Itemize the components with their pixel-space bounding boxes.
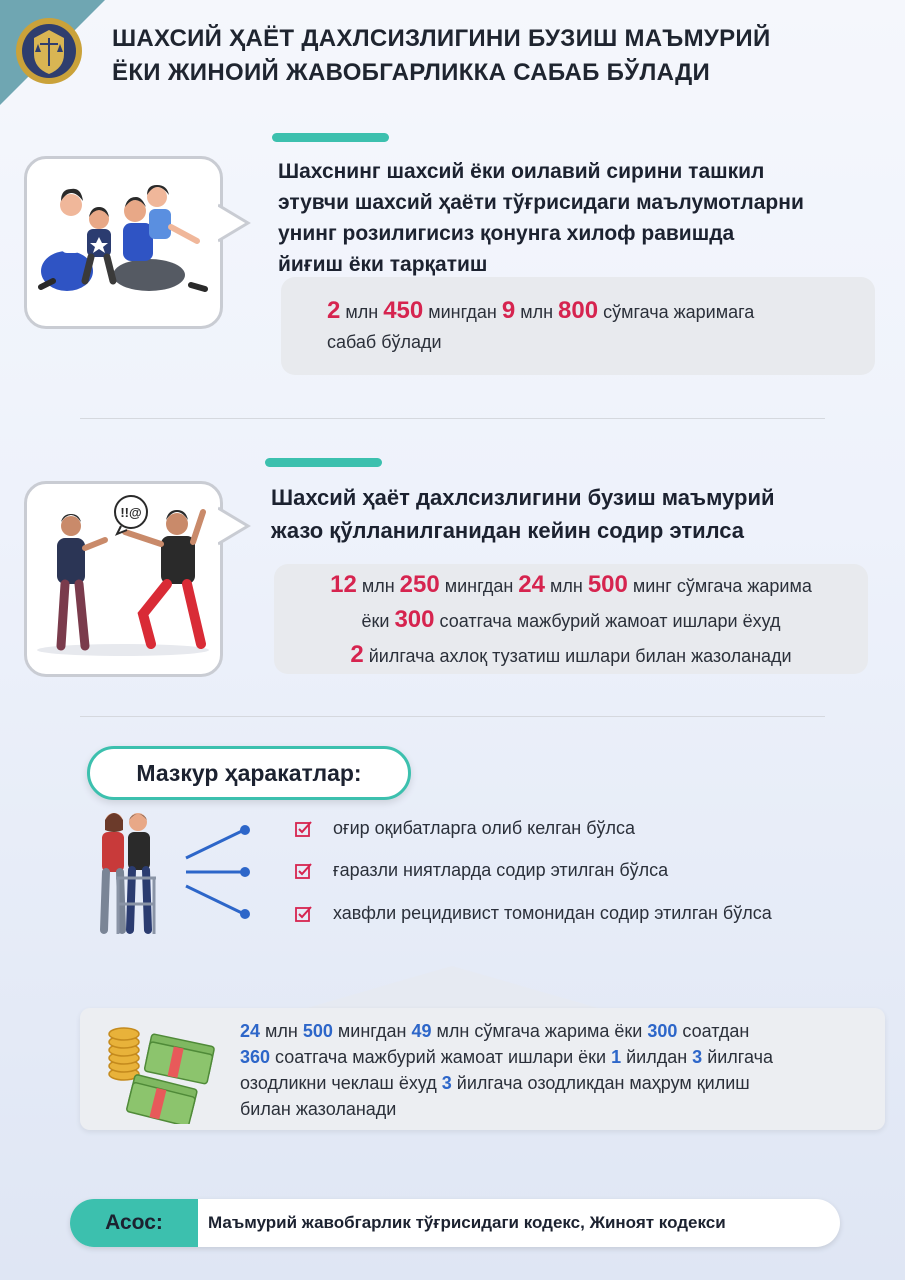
penalty-number: 300 (647, 1021, 678, 1041)
penalty-number: 1 (611, 1047, 622, 1067)
penalty-text: млн (356, 576, 400, 596)
penalty-line-2 (274, 603, 868, 638)
penalty-number: 49 (411, 1021, 432, 1041)
penalty-text: соатдан (677, 1021, 750, 1041)
list-item-text: хавфли рецидивист томонидан содир этилган бўлса (333, 903, 772, 923)
list-item (295, 860, 668, 881)
penalty-text: соатгача мажбурий жамоат ишлари ёки (270, 1047, 612, 1067)
checkbox-icon (295, 820, 313, 838)
bottom-line-4: билан жазоланади (240, 1099, 397, 1119)
checkbox-icon (295, 862, 313, 880)
speech-symbols: !!@ (120, 505, 142, 520)
page-title (112, 22, 872, 90)
list-item-text: оғир оқибатларга олиб келган бўлса (333, 818, 636, 838)
caregiver-illustration (86, 808, 256, 940)
penalty-text: млн (260, 1021, 303, 1041)
heading-line: Шахснинг шахсий ёки оилавий сирини ташкил (278, 160, 765, 183)
penalty-text: мингдан (423, 302, 502, 322)
heading-line: жазо қўлланилганидан кейин содир этилса (271, 518, 745, 543)
penalty-number: 500 (302, 1021, 333, 1041)
penalty-text: йилдан (621, 1047, 693, 1067)
bottom-penalty-box (80, 1008, 885, 1130)
section1-heading (278, 156, 888, 280)
bottom-line-2 (240, 1044, 880, 1070)
penalty-line-1 (327, 297, 754, 326)
actions-pill: Мазкур ҳаракатлар: (87, 746, 411, 800)
penalty-text: минг сўмгача жарима (627, 576, 812, 596)
bottom-line-3 (240, 1070, 880, 1096)
checkbox-icon (295, 905, 313, 923)
accent-bar (265, 458, 382, 467)
penalty-number: 450 (383, 297, 424, 324)
penalty-number: 9 (501, 297, 516, 324)
penalty-text: йилгача (702, 1047, 773, 1067)
penalty-number: 2 (327, 297, 341, 324)
penalty-text: млн сўмгача жарима ёки (431, 1021, 648, 1041)
penalty-number: 3 (692, 1047, 703, 1067)
penalty-text: мингдан (332, 1021, 412, 1041)
bottom-penalty-text (240, 1018, 880, 1122)
box-pointer (300, 966, 605, 1010)
penalty-number: 3 (441, 1073, 452, 1093)
basis-bar (70, 1199, 840, 1247)
arguing-people-illustration (27, 484, 220, 674)
family-illustration (27, 159, 220, 326)
emblem-logo (14, 12, 84, 90)
penalty-text: млн (340, 302, 384, 322)
basis-text: Маъмурий жавобгарлик тўғрисидаги кодекс, Жиноят кодекси (208, 1213, 726, 1232)
list-item (295, 903, 772, 924)
penalty-text: млн (545, 576, 588, 596)
heading-line: Шахсий ҳаёт дахлсизлигини бузиш маъмурий (271, 485, 775, 510)
penalty-text: йилгача озодликдан маҳрум қилиш (451, 1073, 750, 1093)
penalty-number: 500 (587, 571, 628, 598)
basis-label: Асос: (70, 1199, 198, 1247)
heading-line: йиғиш ёки тарқатиш (278, 253, 488, 276)
title-line-2: ЁКИ ЖИНОИЙ ЖАВОБГАРЛИККА САБАБ БЎЛАДИ (112, 59, 711, 86)
section1-penalty-box (281, 277, 875, 375)
penalty-number: 24 (240, 1021, 261, 1041)
title-line-1: ШАХСИЙ ҲАЁТ ДАХЛСИЗЛИГИНИ БУЗИШ МАЪМУРИЙ (112, 25, 771, 52)
penalty-text: ёки (361, 611, 395, 631)
section2-heading (271, 481, 891, 547)
penalty-number: 24 (518, 571, 545, 598)
penalty-text: сўмгача жаримага (598, 302, 755, 322)
accent-bar (272, 133, 389, 142)
heading-line: этувчи шахсий ҳаёти тўғрисидаги маълумотларни (278, 191, 804, 214)
heading-line: унинг розилигисиз қонунга хилоф равишда (278, 222, 735, 245)
bubble-tail (218, 203, 252, 243)
divider (80, 418, 825, 419)
penalty-number: 360 (240, 1047, 271, 1067)
penalty-text: мингдан (439, 576, 519, 596)
penalty-line-3 (274, 638, 868, 673)
penalty-number: 800 (558, 297, 599, 324)
illustration-bubble (24, 481, 223, 677)
money-illustration (104, 1016, 222, 1124)
penalty-text: соатгача мажбурий жамоат ишлари ёхуд (434, 611, 781, 631)
penalty-text: млн (515, 302, 559, 322)
list-item-text: ғаразли ниятларда содир этилган бўлса (333, 860, 669, 880)
divider (80, 716, 825, 717)
penalty-number: 300 (394, 606, 435, 633)
illustration-bubble (24, 156, 223, 329)
penalty-line-2: сабаб бўлади (327, 332, 442, 352)
list-item (295, 818, 635, 839)
penalty-number: 12 (330, 571, 357, 598)
section2-penalty-box (274, 564, 868, 674)
penalty-number: 2 (350, 641, 364, 668)
penalty-text: йилгача ахлоқ тузатиш ишлари билан жазоланади (363, 646, 792, 666)
penalty-text: озодликни чеклаш ёхуд (240, 1073, 442, 1093)
bottom-line-1 (240, 1018, 880, 1044)
penalty-line-1 (274, 568, 868, 603)
penalty-number: 250 (399, 571, 440, 598)
bubble-tail (218, 506, 252, 546)
